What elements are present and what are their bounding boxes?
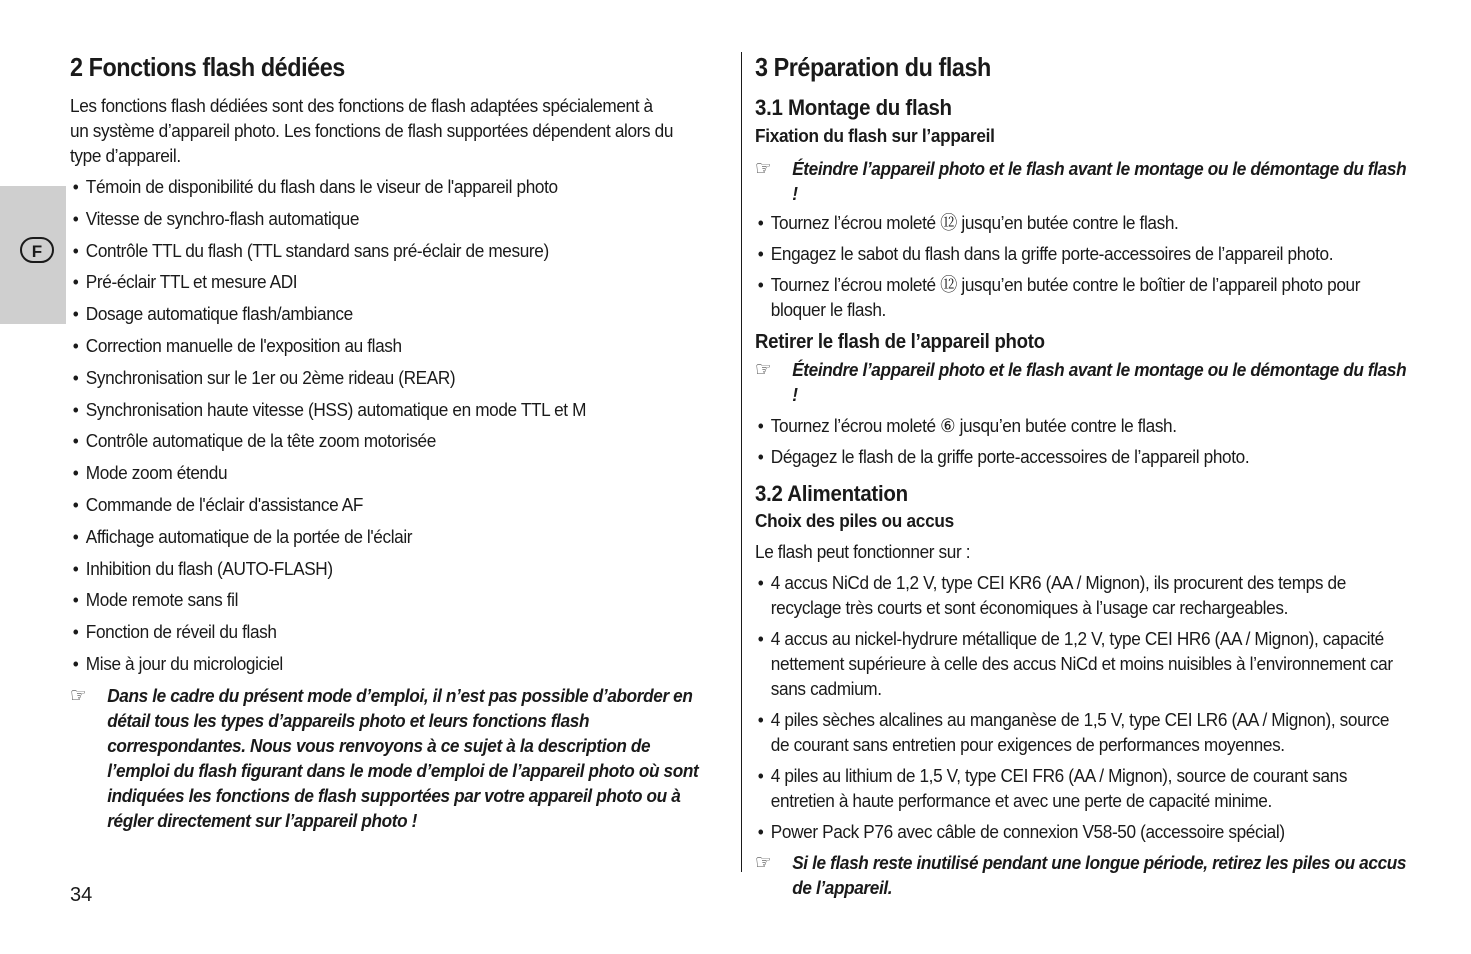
list-item: • 4 accus au nickel-hydrure métallique de 1,2 V, type CEI HR6 (AA / Mignon), capacité nettement supérieure à celle des accus NiCd et moins nuisibles à l’environnement car sans cadmium. <box>755 626 1412 701</box>
pointing-hand-icon: ☞ <box>755 156 772 180</box>
list-item: • Commande de l'éclair d'assistance AF <box>70 492 717 524</box>
list-item: • Tournez l’écrou moleté ⑫ jusqu’en butée contre le boîtier de l’appareil photo pour bloquer le flash. <box>755 272 1412 322</box>
note-text: Éteindre l’appareil photo et le flash avant le montage ou le démontage du flash ! <box>792 359 1407 405</box>
list-item: • 4 accus NiCd de 1,2 V, type CEI KR6 (AA / Mignon), ils procurent des temps de recyclage très courts et sont économiques à l’usage car rechargeables. <box>755 570 1412 620</box>
fixation-heading: Fixation du flash sur l’appareil <box>755 125 995 146</box>
power-intro: Le flash peut fonctionner sur : <box>755 541 971 562</box>
list-item: • Témoin de disponibilité du flash dans le viseur de l'appareil photo <box>70 174 717 206</box>
note-block <box>755 850 1412 900</box>
list-item: • Contrôle TTL du flash (TTL standard sans pré-éclair de mesure) <box>70 238 717 270</box>
section-3-title: 3 Préparation du flash <box>755 52 991 82</box>
list-item: • 4 piles sèches alcalines au manganèse de 1,5 V, type CEI LR6 (AA / Mignon), source de courant sans entretien pour exigences de performances moyennes. <box>755 707 1412 757</box>
list-item: • Fonction de réveil du flash <box>70 619 717 651</box>
note-block <box>755 156 1412 206</box>
page-number: 34 <box>70 884 93 906</box>
list-item: • Inhibition du flash (AUTO-FLASH) <box>70 556 717 588</box>
pointing-hand-icon: ☞ <box>70 682 87 707</box>
note-text: Si le flash reste inutilisé pendant une longue période, retirez les piles ou accus de l’appareil. <box>792 852 1407 898</box>
list-item: • Vitesse de synchro-flash automatique <box>70 206 717 238</box>
section-2-intro: Les fonctions flash dédiées sont des fonctions de flash adaptées spécialement à un système d’appareil photo. Les fonctions de flash supportées dépendent alors du type d’appareil. <box>70 95 674 166</box>
pointing-hand-icon: ☞ <box>755 357 772 381</box>
right-column <box>755 52 1415 900</box>
note-text: Éteindre l’appareil photo et le flash avant le montage ou le démontage du flash ! <box>792 158 1407 204</box>
removal-steps-list <box>755 413 1412 469</box>
list-item: • Mise à jour du micrologiciel <box>70 651 717 683</box>
list-item: • Correction manuelle de l'exposition au flash <box>70 333 717 365</box>
list-item: • Power Pack P76 avec câble de connexion V58-50 (accessoire spécial) <box>755 819 1412 844</box>
mounting-steps-list <box>755 210 1412 322</box>
battery-types-list <box>755 570 1412 844</box>
list-item: • Affichage automatique de la portée de l'éclair <box>70 524 717 556</box>
subsection-3-2-title: 3.2 Alimentation <box>755 481 908 506</box>
language-tab-label: F <box>20 237 54 263</box>
list-item: • Engagez le sabot du flash dans la griffe porte-accessoires de l’appareil photo. <box>755 241 1412 266</box>
list-item: • Mode zoom étendu <box>70 460 717 492</box>
left-column <box>70 52 720 833</box>
list-item: • Tournez l’écrou moleté ⑫ jusqu’en butée contre le flash. <box>755 210 1412 235</box>
note-block <box>70 683 702 833</box>
battery-choice-heading: Choix des piles ou accus <box>755 510 954 531</box>
section-2-title: 2 Fonctions flash dédiées <box>70 52 345 82</box>
list-item: • Mode remote sans fil <box>70 587 717 619</box>
list-item: • Contrôle automatique de la tête zoom motorisée <box>70 428 717 460</box>
subsection-3-1-title: 3.1 Montage du flash <box>755 95 952 120</box>
list-item: • Dégagez le flash de la griffe porte-accessoires de l’appareil photo. <box>755 444 1412 469</box>
list-item: • Synchronisation haute vitesse (HSS) automatique en mode TTL et M <box>70 397 717 429</box>
note-block <box>755 357 1412 407</box>
dedicated-functions-list <box>70 174 717 683</box>
removal-heading: Retirer le flash de l’appareil photo <box>755 331 1045 353</box>
pointing-hand-icon: ☞ <box>755 850 772 874</box>
list-item: • Dosage automatique flash/ambiance <box>70 301 717 333</box>
list-item: • Tournez l’écrou moleté ⑥ jusqu’en butée contre le flash. <box>755 413 1412 438</box>
list-item: • 4 piles au lithium de 1,5 V, type CEI FR6 (AA / Mignon), source de courant sans entretien à haute performance et avec une perte de capacité minime. <box>755 763 1412 813</box>
note-text: Dans le cadre du présent mode d’emploi, il n’est pas possible d’aborder en détail tous les types d’appareils photo et leurs fonctions flash correspondantes. Nous vous renvoyons à ce sujet à la description de l’emploi du flash figurant dans le mode d’emploi de l’appareil photo où sont indiquées les fonctions de flash supportées par votre appareil photo ou à régler directement sur l’appareil photo ! <box>107 684 699 831</box>
list-item: • Synchronisation sur le 1er ou 2ème rideau (REAR) <box>70 365 717 397</box>
column-divider <box>741 52 742 872</box>
list-item: • Pré-éclair TTL et mesure ADI <box>70 269 717 301</box>
